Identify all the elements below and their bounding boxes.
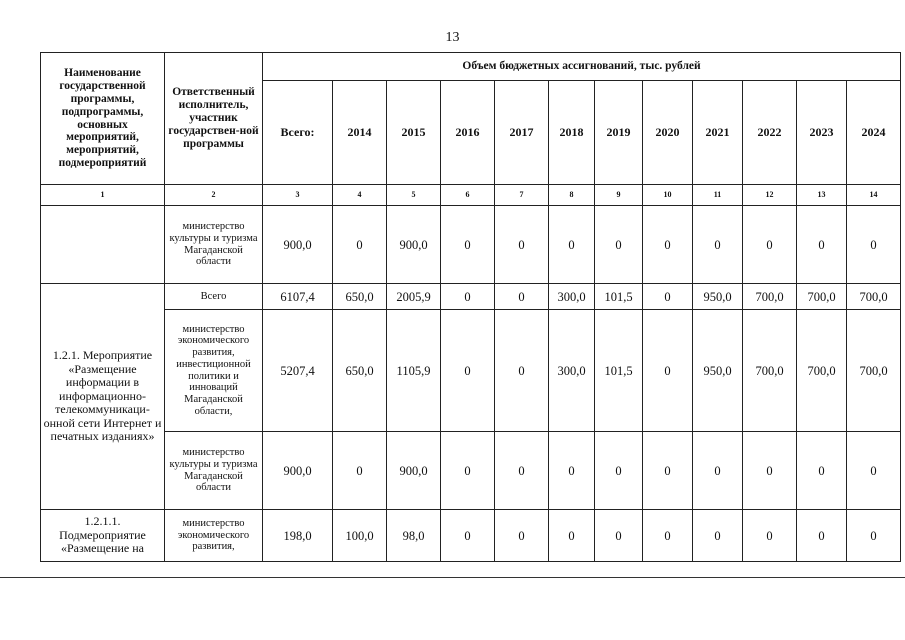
value-cell: 0	[549, 432, 595, 510]
value-total: 198,0	[263, 510, 333, 562]
value-cell: 0	[441, 284, 495, 310]
value-cell: 0	[693, 432, 743, 510]
executor-cell: министерство экономического развития, инвестиционной политики и инноваций Магаданской области,	[165, 310, 263, 432]
value-cell: 0	[643, 310, 693, 432]
value-cell: 0	[693, 510, 743, 562]
value-cell: 700,0	[797, 284, 847, 310]
header-budget: Объем бюджетных ассигнований, тыс. рублей	[263, 53, 901, 81]
value-cell: 0	[643, 510, 693, 562]
value-cell: 0	[643, 432, 693, 510]
program-name-cell: 1.2.1.1. Подмероприятие «Размещение на	[41, 510, 165, 562]
value-cell: 2005,9	[387, 284, 441, 310]
value-cell: 0	[495, 510, 549, 562]
year-2015: 2015	[387, 81, 441, 185]
value-cell: 300,0	[549, 284, 595, 310]
table-row	[41, 310, 901, 432]
header-executor: Ответственный исполнитель, участник государствен-ной программы	[165, 53, 263, 185]
value-cell: 0	[847, 510, 901, 562]
value-cell: 0	[549, 510, 595, 562]
index-row	[41, 185, 901, 206]
index-cell: 1	[41, 185, 165, 206]
year-2014: 2014	[333, 81, 387, 185]
value-total: 6107,4	[263, 284, 333, 310]
value-cell: 0	[847, 206, 901, 284]
table-row	[41, 432, 901, 510]
value-cell: 0	[441, 206, 495, 284]
value-cell: 1105,9	[387, 310, 441, 432]
value-cell: 700,0	[743, 310, 797, 432]
index-cell: 4	[333, 185, 387, 206]
value-cell: 650,0	[333, 310, 387, 432]
value-cell: 0	[549, 206, 595, 284]
value-cell: 700,0	[847, 284, 901, 310]
table-row	[41, 284, 901, 310]
value-cell: 98,0	[387, 510, 441, 562]
value-cell: 650,0	[333, 284, 387, 310]
value-cell: 0	[495, 432, 549, 510]
year-2017: 2017	[495, 81, 549, 185]
value-cell: 950,0	[693, 284, 743, 310]
value-cell: 950,0	[693, 310, 743, 432]
value-cell: 0	[743, 432, 797, 510]
year-2018: 2018	[549, 81, 595, 185]
index-cell: 5	[387, 185, 441, 206]
value-cell: 0	[441, 432, 495, 510]
year-2021: 2021	[693, 81, 743, 185]
value-cell: 0	[333, 206, 387, 284]
executor-cell: Всего	[165, 284, 263, 310]
value-cell: 700,0	[847, 310, 901, 432]
executor-cell: министерство культуры и туризма Магаданской области	[165, 432, 263, 510]
value-cell: 0	[495, 284, 549, 310]
index-cell: 7	[495, 185, 549, 206]
value-cell: 0	[797, 432, 847, 510]
index-cell: 6	[441, 185, 495, 206]
page-number: 13	[445, 30, 460, 45]
budget-table	[40, 52, 901, 562]
index-cell: 3	[263, 185, 333, 206]
value-total: 5207,4	[263, 310, 333, 432]
index-cell: 11	[693, 185, 743, 206]
value-cell: 0	[847, 432, 901, 510]
value-cell: 101,5	[595, 284, 643, 310]
program-name-cell: 1.2.1. Мероприятие «Размещение информации в информационно-телекоммуникаци-онной сети Интернет и печатных изданиях»	[41, 284, 165, 510]
value-cell: 0	[595, 206, 643, 284]
value-cell: 0	[595, 510, 643, 562]
value-cell: 0	[743, 206, 797, 284]
table-row	[41, 510, 901, 562]
header-total: Всего:	[263, 81, 333, 185]
index-cell: 10	[643, 185, 693, 206]
header-name: Наименование государственной программы, подпрограммы, основных мероприятий, мероприятий, подмероприятий	[41, 53, 165, 185]
year-2023: 2023	[797, 81, 847, 185]
year-2022: 2022	[743, 81, 797, 185]
value-cell: 100,0	[333, 510, 387, 562]
value-cell: 300,0	[549, 310, 595, 432]
value-cell: 0	[693, 206, 743, 284]
value-cell: 0	[441, 510, 495, 562]
index-cell: 14	[847, 185, 901, 206]
index-cell: 2	[165, 185, 263, 206]
value-cell: 0	[643, 206, 693, 284]
value-total: 900,0	[263, 206, 333, 284]
index-cell: 9	[595, 185, 643, 206]
page-cut-line	[0, 577, 905, 578]
value-cell: 0	[595, 432, 643, 510]
value-cell: 0	[495, 310, 549, 432]
year-2019: 2019	[595, 81, 643, 185]
value-cell: 700,0	[743, 284, 797, 310]
year-2024: 2024	[847, 81, 901, 185]
program-name-cell	[41, 206, 165, 284]
value-cell: 101,5	[595, 310, 643, 432]
value-cell: 0	[643, 284, 693, 310]
value-total: 900,0	[263, 432, 333, 510]
table-row	[41, 206, 901, 284]
value-cell: 0	[441, 310, 495, 432]
index-cell: 8	[549, 185, 595, 206]
executor-cell: министерство экономического развития,	[165, 510, 263, 562]
value-cell: 0	[797, 206, 847, 284]
value-cell: 0	[743, 510, 797, 562]
year-2020: 2020	[643, 81, 693, 185]
value-cell: 900,0	[387, 432, 441, 510]
value-cell: 900,0	[387, 206, 441, 284]
value-cell: 0	[333, 432, 387, 510]
value-cell: 0	[495, 206, 549, 284]
executor-cell: министерство культуры и туризма Магаданской области	[165, 206, 263, 284]
year-2016: 2016	[441, 81, 495, 185]
index-cell: 13	[797, 185, 847, 206]
value-cell: 700,0	[797, 310, 847, 432]
value-cell: 0	[797, 510, 847, 562]
index-cell: 12	[743, 185, 797, 206]
